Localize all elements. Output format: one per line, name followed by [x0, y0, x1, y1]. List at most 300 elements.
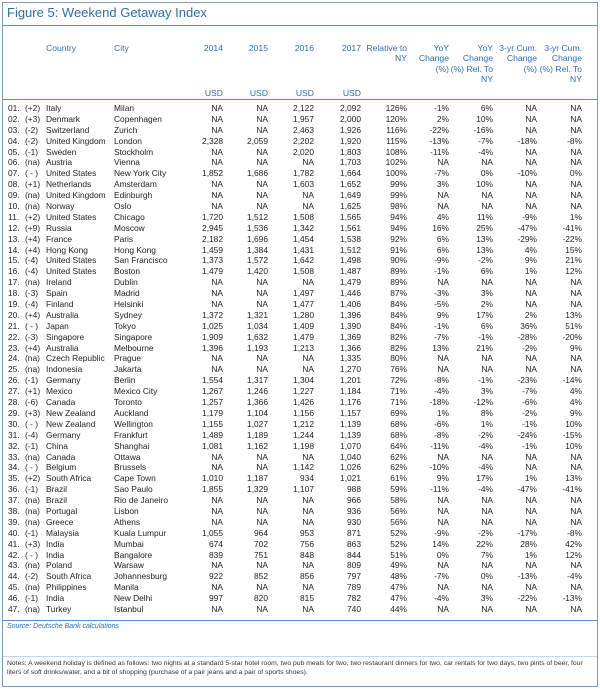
- cell-yoy-change: 6%: [436, 244, 449, 255]
- cell-cum-change: NA: [525, 124, 537, 135]
- cell-cum-change: 1%: [524, 266, 537, 277]
- cell-cost-2016: 848: [300, 549, 314, 560]
- cell-yoy-change-rel-ny: 8%: [480, 407, 493, 418]
- cell-cost-2016: 1,227: [293, 386, 314, 397]
- cell-cost-2014: 1,909: [202, 331, 223, 342]
- cell-cost-2016: NA: [302, 451, 314, 462]
- cell-relative-to-ny: 92%: [390, 233, 407, 244]
- cell-relative-to-ny: 80%: [390, 353, 407, 364]
- cell-rank-change: (+9): [25, 222, 41, 233]
- table-row: [3, 473, 597, 484]
- cell-yoy-change-rel-ny: 3%: [480, 386, 493, 397]
- cell-relative-to-ny: 51%: [390, 549, 407, 560]
- figure-title: Figure 5: Weekend Getaway Index: [7, 5, 207, 20]
- cell-cost-2016: NA: [302, 364, 314, 375]
- cell-cum-change: NA: [525, 113, 537, 124]
- cell-cost-2014: 2,182: [202, 233, 223, 244]
- cell-rank-change: ( - ): [25, 418, 39, 429]
- cell-city: Moscow: [114, 222, 145, 233]
- cell-city: Madrid: [114, 288, 140, 299]
- cell-rank: 30.: [8, 418, 20, 429]
- cell-cum-change-rel-ny: NA: [570, 157, 582, 168]
- cell-cum-change: NA: [525, 451, 537, 462]
- cell-yoy-change: -11%: [430, 440, 449, 451]
- cell-city: Auckland: [114, 407, 149, 418]
- cell-country: China: [46, 440, 68, 451]
- cell-cost-2016: NA: [302, 277, 314, 288]
- cell-city: Amsterdam: [114, 179, 157, 190]
- cell-cum-change: -1%: [522, 418, 537, 429]
- cell-yoy-change: -18%: [429, 397, 449, 408]
- cell-cost-2017: 1,176: [340, 397, 361, 408]
- cell-rank: 02.: [8, 113, 20, 124]
- cell-cost-2014: NA: [211, 190, 223, 201]
- cell-rank: 40.: [8, 527, 20, 538]
- unit-2017: USD: [342, 88, 361, 98]
- cell-cum-change: -2%: [522, 407, 537, 418]
- cell-relative-to-ny: 47%: [390, 582, 407, 593]
- cell-country: Germany: [46, 429, 81, 440]
- cell-city: Paris: [114, 233, 134, 244]
- cell-relative-to-ny: 72%: [390, 375, 407, 386]
- cell-cost-2014: 1,479: [202, 266, 223, 277]
- cell-cost-2014: NA: [211, 451, 223, 462]
- cell-cost-2014: 839: [209, 549, 223, 560]
- cell-cum-change-rel-ny: NA: [570, 113, 582, 124]
- cell-cum-change: -9%: [522, 211, 537, 222]
- cell-cum-change-rel-ny: NA: [570, 495, 582, 506]
- cell-cost-2017: 1,625: [340, 201, 361, 212]
- cell-city: Chicago: [114, 211, 145, 222]
- table-row: [3, 147, 597, 158]
- cell-cost-2015: NA: [256, 157, 268, 168]
- cell-rank: 34.: [8, 462, 20, 473]
- cell-country: Japan: [46, 320, 69, 331]
- cell-cost-2015: NA: [256, 505, 268, 516]
- cell-rank: 01.: [8, 103, 20, 113]
- cell-country: Belgium: [46, 462, 77, 473]
- cell-country: Hong Kong: [46, 244, 88, 255]
- cell-yoy-change-rel-ny: -1%: [478, 375, 493, 386]
- table-row: [3, 114, 597, 125]
- cell-cum-change-rel-ny: NA: [570, 462, 582, 473]
- cell-rank-change: (-4): [25, 429, 39, 440]
- cell-city: Cape Town: [114, 473, 156, 484]
- cell-cum-change-rel-ny: NA: [570, 179, 582, 190]
- cell-cost-2015: NA: [256, 560, 268, 571]
- table-row: [3, 245, 597, 256]
- cell-city: Edinburgh: [114, 190, 153, 201]
- header-line: YoY: [433, 43, 449, 53]
- cell-cost-2017: 1,396: [340, 309, 361, 320]
- cell-rank-change: (+2): [25, 473, 41, 484]
- cell-cost-2015: 751: [254, 549, 268, 560]
- cell-yoy-change-rel-ny: 22%: [476, 538, 493, 549]
- cell-cost-2014: 1,257: [202, 397, 223, 408]
- cell-cum-change: NA: [525, 516, 537, 527]
- cell-city: Lisbon: [114, 505, 139, 516]
- cell-cost-2014: NA: [211, 113, 223, 124]
- cell-rank: 37.: [8, 495, 20, 506]
- cell-yoy-change-rel-ny: 10%: [476, 179, 493, 190]
- cell-cum-change-rel-ny: NA: [570, 451, 582, 462]
- cell-cost-2015: 964: [254, 527, 268, 538]
- cell-rank: 47.: [8, 603, 20, 614]
- cell-cost-2016: 1,479: [293, 331, 314, 342]
- cell-cost-2015: 1,512: [247, 211, 268, 222]
- cell-rank-change: (na): [25, 190, 40, 201]
- cell-relative-to-ny: 56%: [390, 505, 407, 516]
- table-row: [3, 168, 597, 179]
- cell-cost-2015: 1,696: [247, 233, 268, 244]
- header-yoy-change-rel-ny: [451, 43, 493, 85]
- table-row: [3, 266, 597, 277]
- cell-cost-2015: 1,384: [247, 244, 268, 255]
- cell-rank-change: (na): [25, 201, 40, 212]
- cell-relative-to-ny: 82%: [390, 342, 407, 353]
- cell-cum-change: -13%: [517, 571, 537, 582]
- cell-cum-change: NA: [525, 179, 537, 190]
- cell-rank: 26.: [8, 375, 20, 386]
- cell-city: Jakarta: [114, 364, 142, 375]
- cell-yoy-change-rel-ny: NA: [481, 353, 493, 364]
- cell-city: Athens: [114, 516, 141, 527]
- cell-cost-2017: 1,070: [340, 440, 361, 451]
- cell-city: Tokyo: [114, 320, 136, 331]
- cell-cum-change: 1%: [524, 549, 537, 560]
- cell-yoy-change: NA: [437, 364, 449, 375]
- cell-cum-change-rel-ny: 21%: [565, 255, 582, 266]
- cell-cost-2014: 2,945: [202, 222, 223, 233]
- table-row: [3, 550, 597, 561]
- cell-country: South Africa: [46, 473, 92, 484]
- cell-rank: 29.: [8, 407, 20, 418]
- cell-rank: 42.: [8, 549, 20, 560]
- cell-relative-to-ny: 84%: [390, 320, 407, 331]
- cell-yoy-change: -8%: [434, 429, 449, 440]
- cell-rank: 44.: [8, 571, 20, 582]
- cell-yoy-change-rel-ny: NA: [481, 495, 493, 506]
- cell-cost-2014: NA: [211, 288, 223, 299]
- cell-cost-2014: 2,328: [202, 135, 223, 146]
- cell-yoy-change: NA: [437, 582, 449, 593]
- cell-relative-to-ny: 94%: [390, 222, 407, 233]
- cell-yoy-change: NA: [437, 603, 449, 614]
- cell-city: Copenhagen: [114, 113, 162, 124]
- table-row: [3, 593, 597, 604]
- cell-cum-change-rel-ny: 10%: [565, 418, 582, 429]
- cell-country: Canada: [46, 397, 76, 408]
- cell-rank: 32.: [8, 440, 20, 451]
- cell-cost-2014: NA: [211, 146, 223, 157]
- cell-rank: 06.: [8, 157, 20, 168]
- cell-cost-2017: 1,139: [340, 429, 361, 440]
- cell-yoy-change-rel-ny: 1%: [480, 418, 493, 429]
- cell-city: Frankfurt: [114, 429, 148, 440]
- cell-rank: 11.: [8, 211, 20, 222]
- cell-cost-2017: 1,270: [340, 364, 361, 375]
- cell-cum-change: -23%: [517, 375, 537, 386]
- cell-country: Norway: [46, 201, 75, 212]
- table-row: [3, 277, 597, 288]
- cell-cum-change: NA: [525, 288, 537, 299]
- cell-cost-2017: 1,201: [340, 375, 361, 386]
- cell-yoy-change: 0%: [436, 549, 449, 560]
- cell-cost-2015: NA: [256, 201, 268, 212]
- cell-country: Indonesia: [46, 364, 83, 375]
- cell-cost-2016: 1,497: [293, 288, 314, 299]
- cell-city: Oslo: [114, 201, 132, 212]
- cell-rank-change: (na): [25, 495, 40, 506]
- table-body: [3, 103, 597, 615]
- cell-country: India: [46, 549, 65, 560]
- cell-rank: 25.: [8, 364, 20, 375]
- cell-yoy-change-rel-ny: NA: [481, 582, 493, 593]
- cell-cost-2016: NA: [302, 157, 314, 168]
- cell-cost-2015: 1,104: [247, 407, 268, 418]
- cell-relative-to-ny: 99%: [390, 190, 407, 201]
- cell-cum-change-rel-ny: -4%: [567, 571, 582, 582]
- cell-cost-2016: 1,107: [293, 484, 314, 495]
- cell-relative-to-ny: 49%: [390, 560, 407, 571]
- cell-cum-change-rel-ny: -15%: [562, 429, 582, 440]
- table-row: [3, 462, 597, 473]
- table-row: [3, 136, 597, 147]
- cell-cost-2017: 1,652: [340, 179, 361, 190]
- cell-country: Singapore: [46, 331, 85, 342]
- cell-cum-change-rel-ny: 1%: [569, 211, 582, 222]
- cell-city: New Delhi: [114, 593, 153, 604]
- cell-city: Ottawa: [114, 451, 141, 462]
- cell-rank: 16.: [8, 266, 20, 277]
- cell-cost-2017: 1,040: [340, 451, 361, 462]
- cell-rank-change: (-1): [25, 146, 39, 157]
- header-line: 3-yr Cum.: [499, 43, 537, 53]
- cell-cum-change-rel-ny: NA: [570, 603, 582, 614]
- cell-cum-change: -17%: [517, 527, 537, 538]
- table-row: [3, 190, 597, 201]
- cell-rank-change: (+4): [25, 244, 41, 255]
- cell-rank: 12.: [8, 222, 20, 233]
- header-line: NY: [395, 53, 407, 64]
- cell-cost-2017: 789: [347, 582, 361, 593]
- cell-cost-2017: 1,446: [340, 288, 361, 299]
- table-row: [3, 321, 597, 332]
- cell-country: United States: [46, 266, 97, 277]
- cell-cost-2014: 1,720: [202, 211, 223, 222]
- cell-rank-change: (-2): [25, 135, 39, 146]
- table-row: [3, 103, 597, 114]
- cell-cost-2015: NA: [256, 451, 268, 462]
- cell-cost-2017: 2,092: [340, 103, 361, 113]
- cell-cost-2014: NA: [211, 201, 223, 212]
- cell-relative-to-ny: 58%: [390, 495, 407, 506]
- cell-cost-2017: 1,920: [340, 135, 361, 146]
- cell-yoy-change: -10%: [429, 462, 449, 473]
- cell-country: United Kingdom: [46, 135, 106, 146]
- cell-rank: 36.: [8, 484, 20, 495]
- cell-city: London: [114, 135, 142, 146]
- cell-rank-change: (-3): [25, 288, 39, 299]
- table-row: [3, 234, 597, 245]
- cell-cost-2014: 1,081: [202, 440, 223, 451]
- cell-cost-2017: 1,335: [340, 353, 361, 364]
- cell-relative-to-ny: 68%: [390, 418, 407, 429]
- cell-cost-2014: 1,852: [202, 168, 223, 179]
- cell-city: Vienna: [114, 157, 140, 168]
- cell-relative-to-ny: 69%: [390, 407, 407, 418]
- cell-rank-change: (na): [25, 451, 40, 462]
- cell-cost-2016: 953: [300, 527, 314, 538]
- cell-rank-change: (na): [25, 603, 40, 614]
- cell-city: Johannesburg: [114, 571, 168, 582]
- cell-cost-2017: 809: [347, 560, 361, 571]
- cell-country: Denmark: [46, 113, 80, 124]
- table-row: [3, 179, 597, 190]
- cell-cum-change: 1%: [524, 473, 537, 484]
- cell-cost-2014: 1,554: [202, 375, 223, 386]
- cell-rank: 41.: [8, 538, 20, 549]
- cell-cost-2017: 966: [347, 495, 361, 506]
- cell-rank: 10.: [8, 201, 20, 212]
- cell-cost-2016: 934: [300, 473, 314, 484]
- cell-cost-2015: 2,059: [247, 135, 268, 146]
- table-row: [3, 539, 597, 550]
- cell-yoy-change: NA: [437, 190, 449, 201]
- cell-cost-2017: 740: [347, 603, 361, 614]
- cell-rank: 23.: [8, 342, 20, 353]
- cell-rank-change: (-1): [25, 527, 39, 538]
- cell-cum-change: NA: [525, 582, 537, 593]
- cell-city: Warsaw: [114, 560, 144, 571]
- cell-rank-change: (na): [25, 364, 40, 375]
- cell-yoy-change: 9%: [436, 473, 449, 484]
- cell-relative-to-ny: 115%: [386, 135, 407, 146]
- cell-cost-2016: NA: [302, 505, 314, 516]
- cell-yoy-change-rel-ny: -12%: [473, 397, 493, 408]
- title-divider: [3, 25, 597, 26]
- header-line: Change: [418, 53, 449, 64]
- cell-cost-2016: 2,202: [293, 135, 314, 146]
- cell-rank-change: (na): [25, 157, 40, 168]
- cell-cost-2017: 1,369: [340, 331, 361, 342]
- cell-cost-2017: 871: [347, 527, 361, 538]
- cell-cost-2016: 1,957: [293, 113, 314, 124]
- cell-cost-2017: 1,926: [340, 124, 361, 135]
- cell-relative-to-ny: 48%: [390, 571, 407, 582]
- cell-cum-change: NA: [525, 277, 537, 288]
- cell-city: Zurich: [114, 124, 138, 135]
- cell-cost-2014: 1,025: [202, 320, 223, 331]
- cell-cost-2017: 1,498: [340, 255, 361, 266]
- cell-yoy-change-rel-ny: 2%: [480, 299, 493, 310]
- cell-country: New Zealand: [46, 418, 96, 429]
- cell-cost-2014: NA: [211, 582, 223, 593]
- cell-rank: 21.: [8, 320, 20, 331]
- cell-cost-2014: 1,179: [202, 407, 223, 418]
- cell-rank-change: (-1): [25, 593, 39, 604]
- cell-relative-to-ny: 82%: [390, 331, 407, 342]
- cell-cum-change: NA: [525, 157, 537, 168]
- header-relative-to-ny: [366, 43, 407, 64]
- cell-yoy-change-rel-ny: -7%: [478, 135, 493, 146]
- cell-country: Russia: [46, 222, 72, 233]
- cell-yoy-change: 2%: [436, 113, 449, 124]
- cell-cost-2017: 1,184: [340, 386, 361, 397]
- cell-yoy-change: -4%: [434, 593, 449, 604]
- table-row: [3, 310, 597, 321]
- cell-country: Switzerland: [46, 124, 90, 135]
- cell-yoy-change: -5%: [434, 299, 449, 310]
- unit-2014: USD: [204, 88, 223, 98]
- cell-cum-change: NA: [525, 603, 537, 614]
- cell-cost-2017: 1,021: [340, 473, 361, 484]
- cell-cost-2016: 1,409: [293, 320, 314, 331]
- table-row: [3, 484, 597, 495]
- cell-cost-2015: 1,686: [247, 168, 268, 179]
- table-row: [3, 386, 597, 397]
- cell-relative-to-ny: 62%: [390, 462, 407, 473]
- cell-city: Prague: [114, 353, 142, 364]
- cell-cost-2016: NA: [302, 190, 314, 201]
- cell-cost-2016: 1,244: [293, 429, 314, 440]
- table-row: [3, 419, 597, 430]
- cell-cost-2015: 702: [254, 538, 268, 549]
- cell-relative-to-ny: 62%: [390, 451, 407, 462]
- source-note: Source: Deutsche Bank calculations: [7, 623, 120, 630]
- cell-yoy-change: -11%: [430, 146, 449, 157]
- cell-rank-change: (-3): [25, 331, 39, 342]
- cell-cum-change-rel-ny: NA: [570, 516, 582, 527]
- cell-cost-2014: NA: [211, 179, 223, 190]
- cell-country: Mexico: [46, 386, 73, 397]
- unit-2016: USD: [295, 88, 314, 98]
- cell-cost-2017: 1,664: [340, 168, 361, 179]
- cell-cost-2016: 1,508: [293, 211, 314, 222]
- cell-rank: 33.: [8, 451, 20, 462]
- cell-country: Brazil: [46, 495, 67, 506]
- cell-yoy-change: 6%: [436, 233, 449, 244]
- table-row: [3, 397, 597, 408]
- cell-yoy-change-rel-ny: -1%: [478, 331, 493, 342]
- cell-cum-change-rel-ny: 4%: [569, 397, 582, 408]
- cell-cost-2015: 1,317: [247, 375, 268, 386]
- cell-cum-change: -6%: [522, 397, 537, 408]
- cell-cost-2015: 820: [254, 593, 268, 604]
- header-line: NY: [481, 74, 493, 85]
- cell-country: Australia: [46, 342, 79, 353]
- cell-cum-change: -28%: [517, 331, 537, 342]
- footnote: Notes: A weekend holiday is defined as follows: two nights at a standard 5-star hotel room, two pub meals for two, two restaurant dinners for two, car rentals for two days, two pints of beer, four liters of soft drinks/water, and a bit of shopping (purchase of a pair jeans and a pair of sports shoes).: [7, 660, 583, 676]
- cell-cost-2014: 1,055: [202, 527, 223, 538]
- cell-cum-change-rel-ny: 0%: [569, 168, 582, 179]
- cell-rank-change: (+4): [25, 233, 41, 244]
- table-bottom-divider: [3, 620, 597, 621]
- cell-cum-change-rel-ny: NA: [570, 288, 582, 299]
- cell-country: United States: [46, 255, 97, 266]
- cell-rank: 24.: [8, 353, 20, 364]
- cell-rank-change: (-4): [25, 299, 39, 310]
- cell-rank-change: (na): [25, 353, 40, 364]
- cell-yoy-change: NA: [437, 495, 449, 506]
- cell-city: San Francisco: [114, 255, 168, 266]
- cell-cost-2016: NA: [302, 603, 314, 614]
- cell-city: New York City: [114, 168, 167, 179]
- cell-relative-to-ny: 84%: [390, 309, 407, 320]
- cell-cost-2015: NA: [256, 603, 268, 614]
- cell-relative-to-ny: 64%: [390, 440, 407, 451]
- header-line: 3-yr Cum.: [544, 43, 582, 53]
